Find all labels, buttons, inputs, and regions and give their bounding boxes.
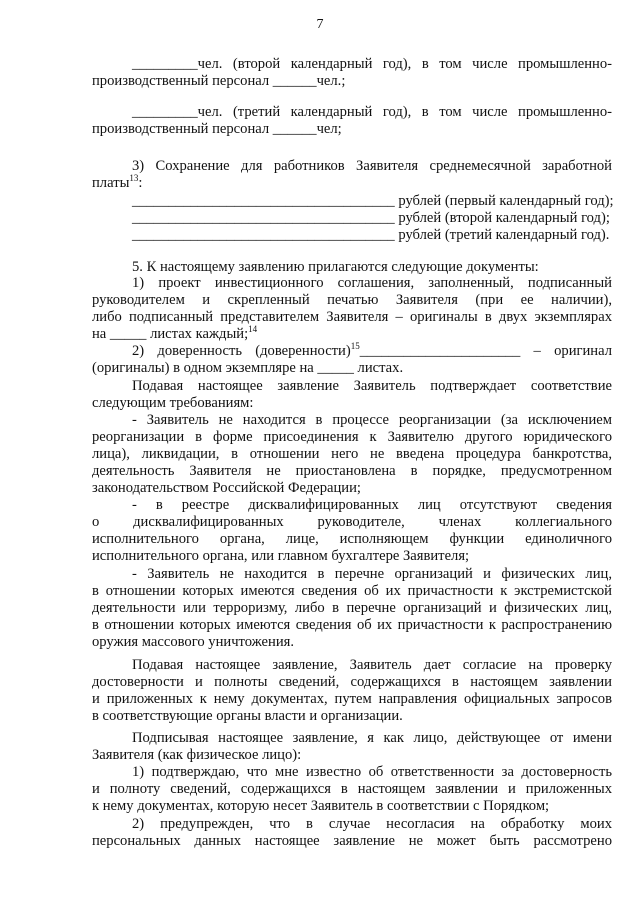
- text-line: 5. К настоящему заявлению прилагаются следующие документы:: [132, 259, 539, 275]
- text-line: либо подписанный представителем Заявителя – оригиналы в двух экземплярах: [92, 309, 612, 325]
- text-line: - Заявитель не находится в перечне организаций и физических лиц,: [132, 566, 612, 582]
- text-line: 1) проект инвестиционного соглашения, заполненный, подписанный: [132, 275, 612, 291]
- text-line: (оригиналы) в одном экземпляре на _____ листах.: [92, 360, 404, 376]
- text-line: в соответствующие органы власти и организации.: [92, 708, 403, 724]
- text-line: производственный персонал ______чел.;: [92, 73, 346, 89]
- text-line: достоверности и полноты сведений, содержащихся в настоящем заявлении: [92, 674, 612, 690]
- text-line: ____________________________________ рублей (третий календарный год).: [132, 227, 610, 243]
- text-line: - в реестре дисквалифицированных лиц отсутствуют сведения: [132, 497, 612, 513]
- text-line: оружия массового уничтожения.: [92, 634, 295, 650]
- text-line: на _____ листах каждый;$^{14}$: [92, 324, 258, 342]
- text-line: исполнительного органа, лице, исполняющем функции единоличного: [92, 531, 612, 547]
- text-line: о дисквалифицированных руководителе, членах коллегиального: [92, 514, 612, 530]
- text-line: исполнительного органа, или главном бухгалтере Заявителя;: [92, 548, 470, 564]
- text-line: 3) Сохранение для работников Заявителя среднемесячной заработной: [132, 158, 612, 174]
- text-line: _________чел. (третий календарный год), в том числе промышленно-: [132, 104, 612, 120]
- text-line: - Заявитель не находится в процессе реорганизации (за исключением: [132, 412, 612, 428]
- footnote-ref: 15: [350, 341, 360, 351]
- text-line: Подавая настоящее заявление Заявитель подтверждает соответствие: [132, 378, 612, 394]
- text-line: в отношении которых имеются сведения об их причастности к распространению: [92, 617, 612, 633]
- text-line: деятельности или терроризму, либо в перечне организаций и физических лиц,: [92, 600, 612, 616]
- text-line: в отношении которых имеются сведения об их причастности к экстремистской: [92, 583, 612, 599]
- text-line: лица), ликвидации, в отношении него не введена процедура банкротства,: [92, 446, 612, 462]
- footnote-ref: 14: [248, 324, 258, 334]
- text-line: производственный персонал ______чел;: [92, 121, 342, 137]
- text-line: 1) подтверждаю, что мне известно об ответственности за достоверность: [132, 764, 612, 780]
- text-line: реорганизации в форме присоединения к Заявителю другого юридического: [92, 429, 612, 445]
- text-line: Подписывая настоящее заявление, я как лицо, действующее от имени: [132, 730, 612, 746]
- text-line: деятельность Заявителя не приостановлена в порядке, предусмотренном: [92, 463, 612, 479]
- text-line: ____________________________________ рублей (второй календарный год);: [132, 210, 610, 226]
- text-line: ____________________________________ рублей (первый календарный год);: [132, 193, 614, 209]
- text-line: к нему документах, которую несет Заявитель в соответствии с Порядком;: [92, 798, 550, 814]
- text-line: 2) доверенность (доверенности)$^{15}$______________________ – оригинал: [132, 341, 612, 359]
- text-line: законодательством Российской Федерации;: [92, 480, 361, 496]
- text-line: и полноту сведений, содержащихся в настоящем заявлении и приложенных: [92, 781, 612, 797]
- text-line: Подавая настоящее заявление, Заявитель дает согласие на проверку: [132, 657, 612, 673]
- page-number: 7: [316, 17, 324, 32]
- text-line: 2) предупрежден, что в случае несогласия на обработку моих: [132, 816, 612, 832]
- footnote-ref: 13: [129, 173, 139, 183]
- text-line: персональных данных настоящее заявление не может быть рассмотрено: [92, 833, 612, 849]
- text-line: и приложенных к нему документах, путем направления официальных запросов: [92, 691, 612, 707]
- text-line: руководителем и скрепленный печатью Заявителя (при ее наличии),: [92, 292, 612, 308]
- text-line: следующим требованиям:: [92, 395, 254, 411]
- text-line: платы$^{13}$:: [92, 173, 143, 191]
- text-line: _________чел. (второй календарный год), в том числе промышленно-: [132, 56, 612, 72]
- text-line: Заявителя (как физическое лицо):: [92, 747, 302, 763]
